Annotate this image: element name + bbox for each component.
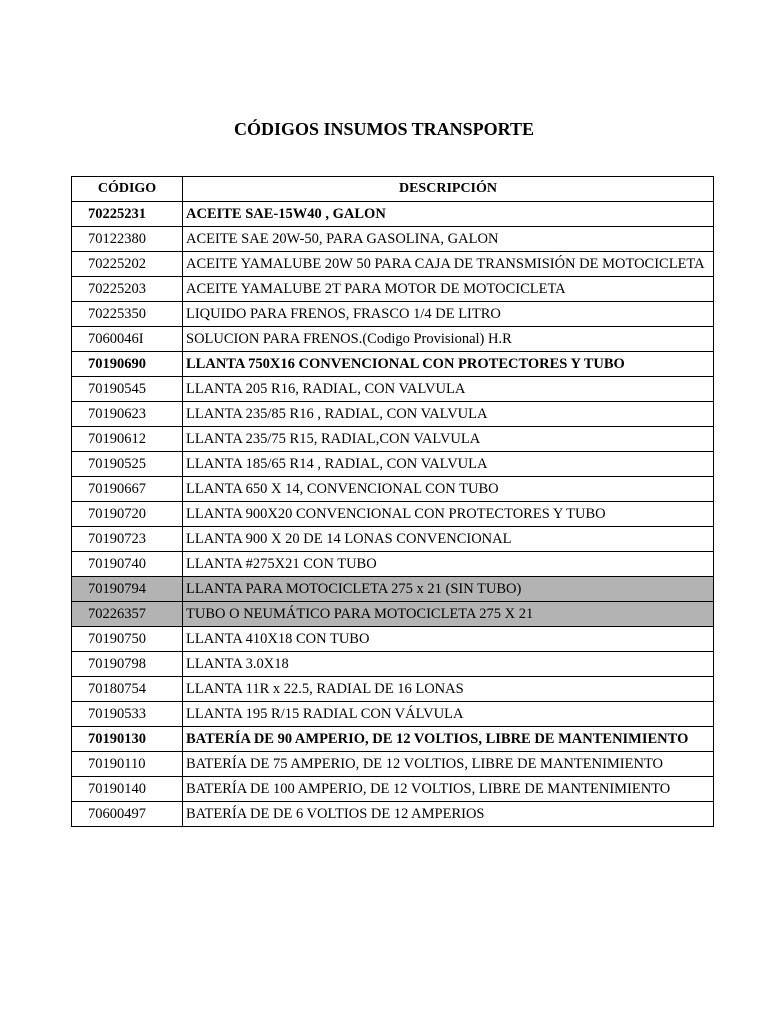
row-code-cell: 70225350	[72, 302, 183, 327]
row-code-cell: 70225202	[72, 252, 183, 277]
table-row	[72, 652, 714, 677]
table-row	[72, 527, 714, 552]
table-row	[72, 327, 714, 352]
row-description-cell: LLANTA 650 X 14, CONVENCIONAL CON TUBO	[183, 477, 714, 502]
row-code-cell: 70190623	[72, 402, 183, 427]
codes-table	[71, 176, 714, 827]
table-row	[72, 202, 714, 227]
row-description-cell: LLANTA 235/75 R15, RADIAL,CON VALVULA	[183, 427, 714, 452]
row-description-cell: LLANTA 410X18 CON TUBO	[183, 627, 714, 652]
row-code-cell: 70122380	[72, 227, 183, 252]
row-code-cell: 70190690	[72, 352, 183, 377]
row-code-cell: 70190545	[72, 377, 183, 402]
table-row	[72, 402, 714, 427]
row-description-cell: LLANTA 205 R16, RADIAL, CON VALVULA	[183, 377, 714, 402]
row-description-cell: LLANTA 900 X 20 DE 14 LONAS CONVENCIONAL	[183, 527, 714, 552]
table-header-row	[72, 177, 714, 202]
row-description-cell: ACEITE YAMALUBE 20W 50 PARA CAJA DE TRANSMISIÓN DE MOTOCICLETA	[183, 252, 714, 277]
row-code-cell: 70190612	[72, 427, 183, 452]
row-code-cell: 70190667	[72, 477, 183, 502]
row-code-cell: 70190794	[72, 577, 183, 602]
row-code-cell: 70225231	[72, 202, 183, 227]
table-row	[72, 552, 714, 577]
column-header-code: CÓDIGO	[72, 177, 183, 202]
table-row	[72, 777, 714, 802]
row-code-cell: 70190720	[72, 502, 183, 527]
row-description-cell: BATERÍA DE DE 6 VOLTIOS DE 12 AMPERIOS	[183, 802, 714, 827]
row-description-cell: ACEITE SAE-15W40 , GALON	[183, 202, 714, 227]
row-code-cell: 70225203	[72, 277, 183, 302]
row-description-cell: LLANTA 11R x 22.5, RADIAL DE 16 LONAS	[183, 677, 714, 702]
row-code-cell: 70190525	[72, 452, 183, 477]
row-description-cell: BATERÍA DE 100 AMPERIO, DE 12 VOLTIOS, LIBRE DE MANTENIMIENTO	[183, 777, 714, 802]
table-row	[72, 677, 714, 702]
row-description-cell: LLANTA PARA MOTOCICLETA 275 x 21 (SIN TUBO)	[183, 577, 714, 602]
row-code-cell: 70180754	[72, 677, 183, 702]
column-header-description: DESCRIPCIÓN	[183, 177, 714, 202]
table-row	[72, 727, 714, 752]
row-description-cell: LLANTA 3.0X18	[183, 652, 714, 677]
document-title: CÓDIGOS INSUMOS TRANSPORTE	[233, 119, 535, 139]
row-description-cell: TUBO O NEUMÁTICO PARA MOTOCICLETA 275 X 21	[183, 602, 714, 627]
table-header	[72, 177, 714, 202]
table-row	[72, 802, 714, 827]
table-row	[72, 752, 714, 777]
row-code-cell: 70600497	[72, 802, 183, 827]
table-row	[72, 252, 714, 277]
row-code-cell: 70190750	[72, 627, 183, 652]
row-code-cell: 70190723	[72, 527, 183, 552]
row-description-cell: LLANTA #275X21 CON TUBO	[183, 552, 714, 577]
row-description-cell: SOLUCION PARA FRENOS.(Codigo Provisional) H.R	[183, 327, 714, 352]
row-code-cell: 7060046I	[72, 327, 183, 352]
table-row	[72, 502, 714, 527]
table-row	[72, 352, 714, 377]
row-description-cell: LLANTA 185/65 R14 , RADIAL, CON VALVULA	[183, 452, 714, 477]
table-row	[72, 702, 714, 727]
row-code-cell: 70190140	[72, 777, 183, 802]
table-row	[72, 577, 714, 602]
table-row	[72, 627, 714, 652]
row-description-cell: LLANTA 235/85 R16 , RADIAL, CON VALVULA	[183, 402, 714, 427]
table-row	[72, 427, 714, 452]
row-code-cell: 70226357	[72, 602, 183, 627]
row-description-cell: ACEITE YAMALUBE 2T PARA MOTOR DE MOTOCICLETA	[183, 277, 714, 302]
table-row	[72, 452, 714, 477]
row-description-cell: LIQUIDO PARA FRENOS, FRASCO 1/4 DE LITRO	[183, 302, 714, 327]
row-description-cell: BATERÍA DE 90 AMPERIO, DE 12 VOLTIOS, LIBRE DE MANTENIMIENTO	[183, 727, 714, 752]
table-row	[72, 227, 714, 252]
row-code-cell: 70190130	[72, 727, 183, 752]
row-description-cell: ACEITE SAE 20W-50, PARA GASOLINA, GALON	[183, 227, 714, 252]
table-row	[72, 477, 714, 502]
row-code-cell: 70190533	[72, 702, 183, 727]
table-body	[72, 202, 714, 827]
row-code-cell: 70190110	[72, 752, 183, 777]
row-description-cell: LLANTA 195 R/15 RADIAL CON VÁLVULA	[183, 702, 714, 727]
table-row	[72, 602, 714, 627]
table-row	[72, 377, 714, 402]
row-code-cell: 70190798	[72, 652, 183, 677]
row-code-cell: 70190740	[72, 552, 183, 577]
row-description-cell: LLANTA 900X20 CONVENCIONAL CON PROTECTORES Y TUBO	[183, 502, 714, 527]
table-row	[72, 302, 714, 327]
table-row	[72, 277, 714, 302]
row-description-cell: LLANTA 750X16 CONVENCIONAL CON PROTECTORES Y TUBO	[183, 352, 714, 377]
row-description-cell: BATERÍA DE 75 AMPERIO, DE 12 VOLTIOS, LIBRE DE MANTENIMIENTO	[183, 752, 714, 777]
